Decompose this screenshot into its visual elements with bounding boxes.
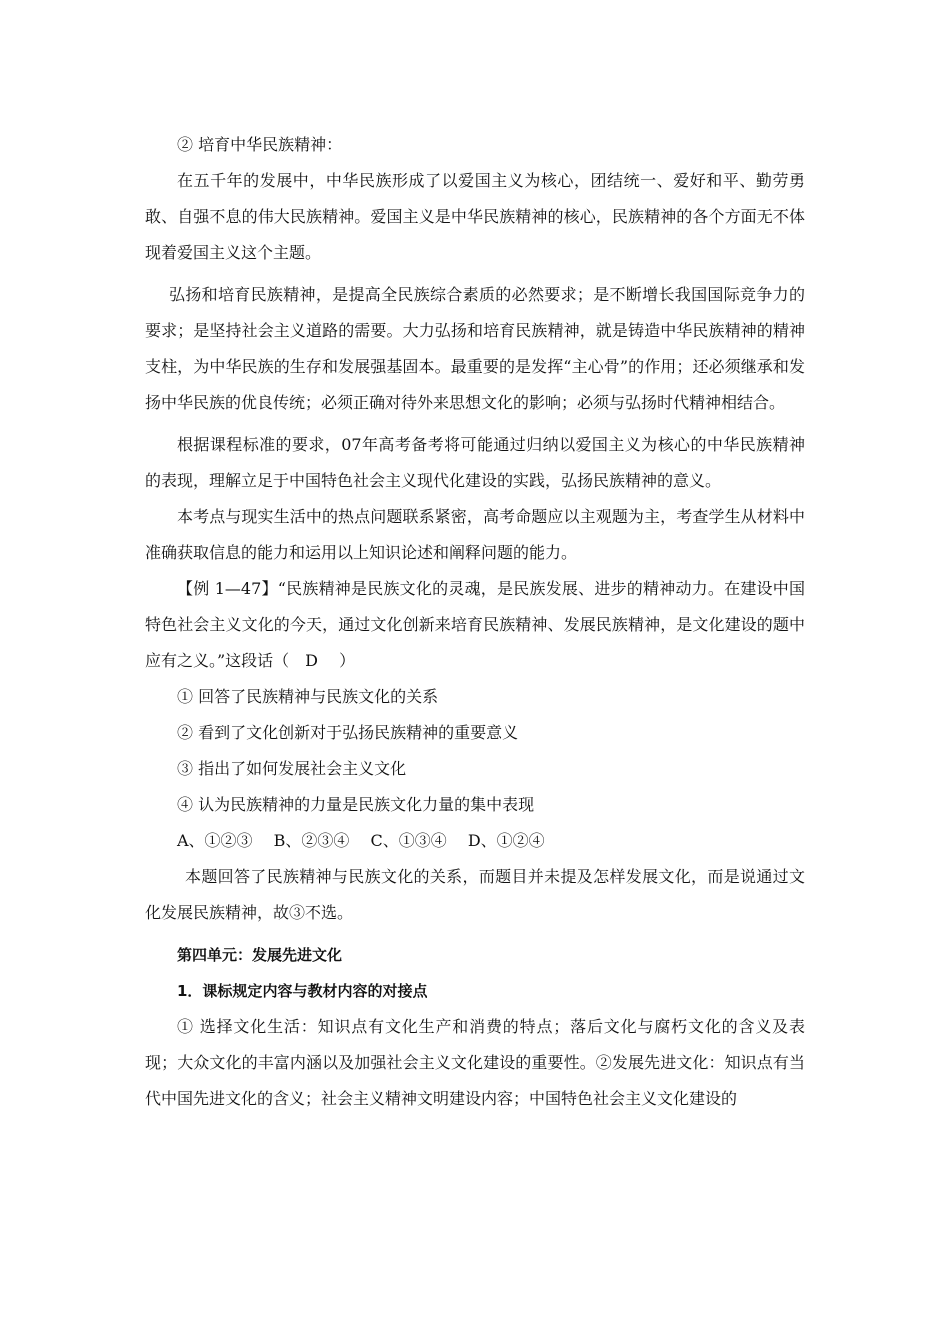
- paragraph-promote-national-spirit: 弘扬和培育民族精神，是提高全民族综合素质的必然要求；是不断增长我国国际竞争力的要求；是坚持社会主义道路的需要。大力弘扬和培育民族精神，就是铸造中华民族精神的精神支柱，为中华民族的生存和发展强基固本。最重要的是发挥“主心骨”的作用；还必须继承和发扬中华民族的优良传统；必须正确对待外来思想文化的影响；必须与弘扬时代精神相结合。: [145, 285, 805, 412]
- example-option-4: ④ 认为民族精神的力量是民族文化力量的集中表现: [177, 795, 535, 814]
- subsection-heading-cultivate-national-spirit: ② 培育中华民族精神：: [177, 135, 343, 154]
- example-explanation: 本题回答了民族精神与民族文化的关系，而题目并未提及怎样发展文化，而是说通过文化发展民族精神，故③不选。: [145, 867, 805, 922]
- paragraph-exam-focus: 本考点与现实生活中的热点问题联系紧密，高考命题应以主观题为主，考查学生从材料中准确获取信息的能力和运用以上知识论述和阐释问题的能力。: [145, 507, 805, 562]
- document-body: [145, 127, 805, 1117]
- paragraph-national-spirit-core: 在五千年的发展中，中华民族形成了以爱国主义为核心，团结统一、爱好和平、勤劳勇敢、自强不息的伟大民族精神。爱国主义是中华民族精神的核心，民族精神的各个方面无不体现着爱国主义这个主题。: [145, 171, 805, 262]
- unit-heading: 第四单元：发展先进文化: [177, 946, 343, 964]
- paragraph-curriculum-requirement: 根据课程标准的要求，07年高考备考将可能通过归纳以爱国主义为核心的中华民族精神的表现，理解立足于中国特色社会主义现代化建设的实践，弘扬民族精神的意义。: [145, 435, 805, 490]
- example-option-1: ① 回答了民族精神与民族文化的关系: [177, 687, 439, 706]
- example-answer-choices: A、①②③ B、②③④ C、①③④ D、①②④: [177, 831, 545, 850]
- section-heading-curriculum-alignment: 1．课标规定内容与教材内容的对接点: [177, 982, 428, 1000]
- example-question-stem: 【例 1—47】“民族精神是民族文化的灵魂，是民族发展、进步的精神动力。在建设中国特色社会主义文化的今天，通过文化创新来培育民族精神、发展民族精神，是文化建设的题中应有之义。”这段话（ D ）: [145, 579, 805, 670]
- paragraph-alignment-points: ① 选择文化生活：知识点有文化生产和消费的特点；落后文化与腐朽文化的含义及表现；大众文化的丰富内涵以及加强社会主义文化建设的重要性。②发展先进文化：知识点有当代中国先进文化的含义；社会主义精神文明建设内容；中国特色社会主义文化建设的: [145, 1017, 805, 1108]
- example-option-3: ③ 指出了如何发展社会主义文化: [177, 759, 407, 778]
- example-option-2: ② 看到了文化创新对于弘扬民族精神的重要意义: [177, 723, 519, 742]
